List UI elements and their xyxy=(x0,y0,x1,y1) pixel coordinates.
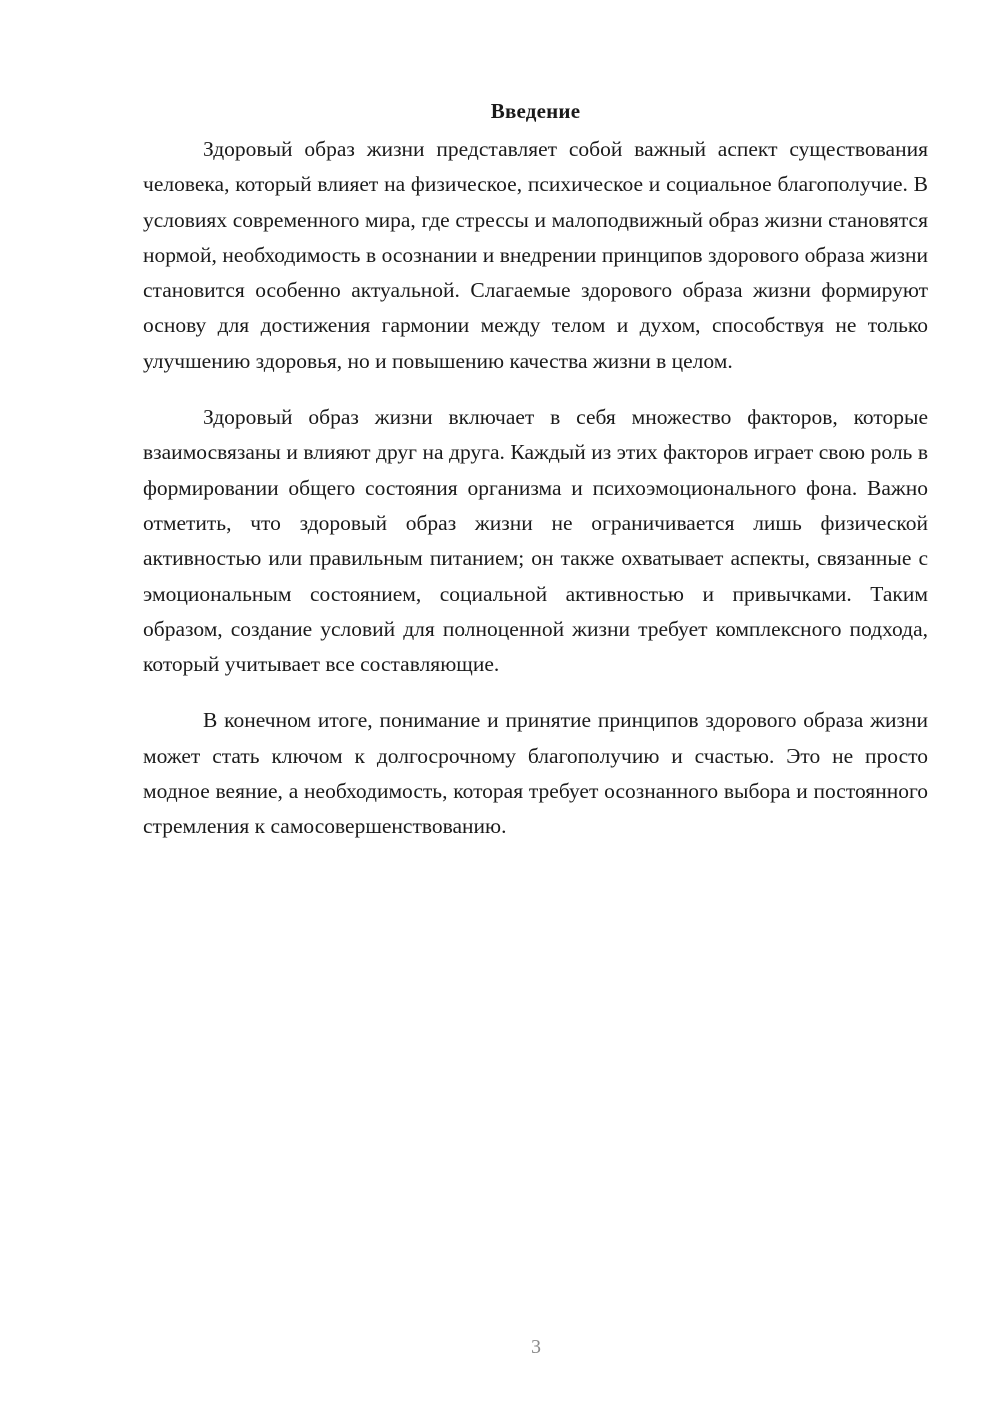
page-content xyxy=(143,96,928,866)
paragraph-3: В конечном итоге, понимание и принятие принципов здорового образа жизни может стать ключом к долгосрочному благополучию и счастью. Это не просто модное веяние, а необходимость, которая требует осознанного выбора и постоянного стремления к самосовершенствованию. xyxy=(143,708,928,839)
paragraph-2: Здоровый образ жизни включает в себя множество факторов, которые взаимосвязаны и влияют друг на друга. Каждый из этих факторов играет свою роль в формировании общего состояния организма и психоэмоционального фона. Важно отметить, что здоровый образ жизни не ограничивается лишь физической активностью или правильным питанием; он также охватывает аспекты, связанные с эмоциональным состоянием, социальной активностью и привычками. Таким образом, создание условий для полноценной жизни требует комплексного подхода, который учитывает все составляющие. xyxy=(143,405,928,677)
section-heading: Введение xyxy=(490,99,581,123)
paragraph-1: Здоровый образ жизни представляет собой важный аспект существования человека, который влияет на физическое, психическое и социальное благополучие. В условиях современного мира, где стрессы и малоподвижный образ жизни становятся нормой, необходимость в осознании и внедрении принципов здорового образа жизни становится особенно актуальной. Слагаемые здорового образа жизни формируют основу для достижения гармонии между телом и духом, способствуя не только улучшению здоровья, но и повышению качества жизни в целом. xyxy=(143,137,928,373)
page-number: 3 xyxy=(531,1336,541,1358)
